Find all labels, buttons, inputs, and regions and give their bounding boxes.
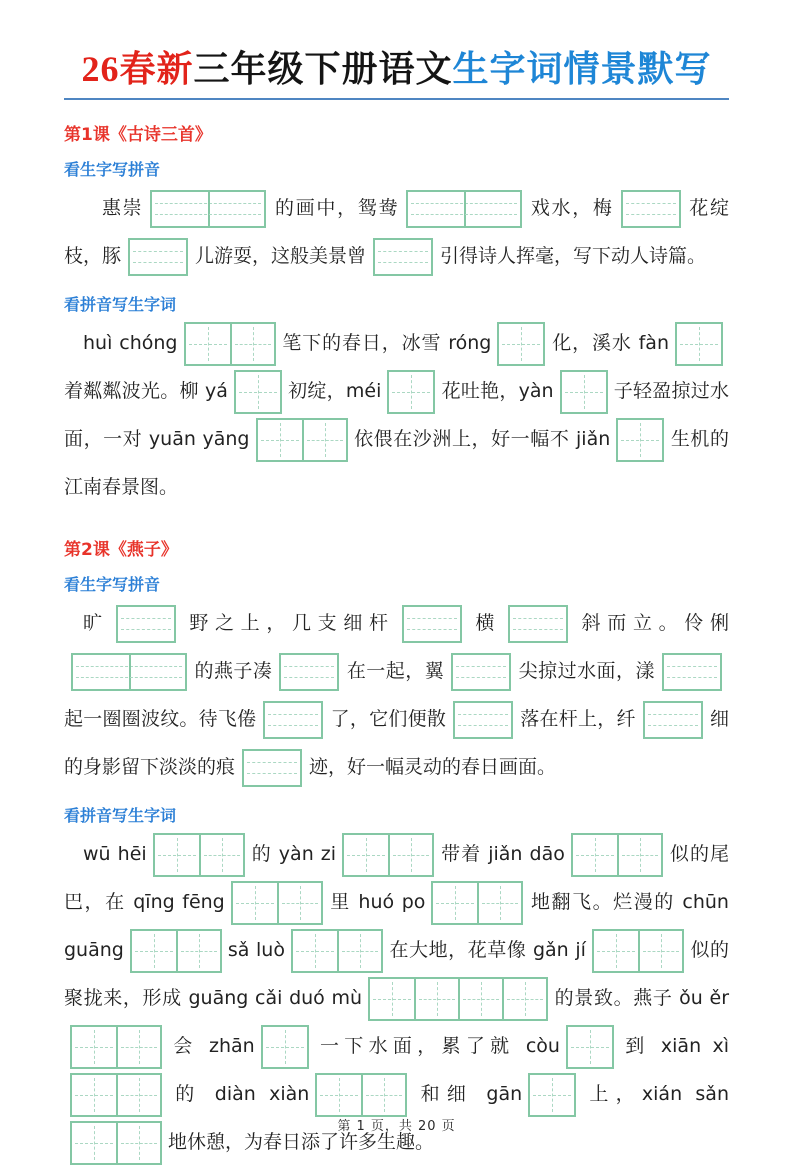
page-number: 第 1 页，共 20 页	[337, 1119, 456, 1134]
pinyin-answer-cell	[453, 655, 509, 689]
title-underline	[64, 98, 729, 100]
exercise-text: 到 xiān xì	[619, 1035, 729, 1058]
pinyin-answer-box	[402, 605, 462, 643]
pinyin-answer-cell	[404, 607, 460, 641]
hanzi-answer-cell	[344, 835, 388, 875]
pinyin-answer-box	[621, 190, 681, 228]
pinyin-answer-cell	[73, 655, 129, 689]
exercise-text: 旷	[83, 612, 109, 635]
pinyin-answer-box	[406, 190, 522, 228]
exercise-text: 的 diàn xiàn	[168, 1083, 310, 1106]
pinyin-answer-box	[116, 605, 176, 643]
exercise-text: 花绽枝，豚	[64, 197, 729, 268]
pinyin-answer-box	[662, 653, 722, 691]
hanzi-answer-cell	[116, 1027, 160, 1067]
exercise-text: 似的尾巴，在 qīng fēng	[64, 843, 729, 914]
hanzi-answer-box	[592, 929, 684, 973]
exercise-text: 地翻飞。烂漫的 chūn guāng	[64, 891, 729, 962]
pinyin-answer-cell	[129, 655, 185, 689]
exercise-text: 落在杆上，纤	[520, 708, 636, 731]
exercise-text: 起一圈圈波纹。待飞倦	[64, 708, 257, 731]
page-header	[64, 48, 729, 100]
lesson-2-block-1-label: 看生字写拼音	[64, 575, 161, 595]
exercise-text: 迹，好一幅灵动的春日画面。	[309, 756, 557, 779]
hanzi-answer-cell	[302, 420, 346, 460]
pinyin-answer-cell	[408, 192, 464, 226]
hanzi-answer-box	[368, 977, 548, 1021]
hanzi-answer-cell	[502, 979, 546, 1019]
pinyin-answer-cell	[623, 192, 679, 226]
hanzi-answer-box	[231, 881, 323, 925]
exercise-text: 儿游耍，这般美景曾	[195, 245, 367, 268]
hanzi-answer-cell	[499, 324, 543, 364]
exercise-text: 引得诗人挥毫，写下动人诗篇。	[440, 245, 707, 268]
exercise-text: 的景致。燕子 ǒu ěr	[554, 987, 730, 1010]
hanzi-answer-box	[261, 1025, 309, 1069]
hanzi-answer-box	[130, 929, 222, 973]
title-part-red: 26春新	[81, 49, 194, 89]
exercise-text: 依偎在沙洲上，好一幅不 jiǎn	[353, 428, 611, 451]
hanzi-answer-cell	[199, 835, 243, 875]
hanzi-answer-cell	[132, 931, 176, 971]
hanzi-answer-cell	[594, 931, 638, 971]
pinyin-answer-cell	[244, 751, 300, 785]
hanzi-answer-box	[70, 1073, 162, 1117]
hanzi-answer-cell	[388, 835, 432, 875]
hanzi-answer-cell	[317, 1075, 361, 1115]
title-part-blue: 生字词情景默写	[452, 49, 712, 89]
hanzi-answer-cell	[155, 835, 199, 875]
pinyin-answer-box	[451, 653, 511, 691]
hanzi-answer-box	[616, 418, 664, 462]
exercise-text: 在一起，翼	[346, 660, 445, 683]
exercise-text: 会 zhān	[168, 1035, 255, 1058]
hanzi-answer-box	[431, 881, 523, 925]
exercise-text: 在大地，花草像 gǎn jí	[388, 939, 586, 962]
lesson-2-pinyin-exercise	[64, 599, 729, 791]
hanzi-answer-cell	[263, 1027, 307, 1067]
pinyin-answer-cell	[664, 655, 720, 689]
pinyin-answer-box	[279, 653, 339, 691]
hanzi-answer-box	[291, 929, 383, 973]
hanzi-answer-cell	[458, 979, 502, 1019]
section-lesson-1	[64, 120, 729, 511]
exercise-text: 着粼粼波光。柳 yá	[64, 380, 228, 403]
exercise-text: 的燕子凑	[194, 660, 273, 683]
pinyin-answer-cell	[265, 703, 321, 737]
exercise-text: 尖掠过水面，漾	[518, 660, 655, 683]
pinyin-answer-cell	[118, 607, 174, 641]
pinyin-answer-box	[242, 749, 302, 787]
hanzi-answer-cell	[233, 883, 277, 923]
pinyin-answer-cell	[152, 192, 208, 226]
hanzi-answer-cell	[72, 1027, 116, 1067]
exercise-text: 细的身影留下淡淡的痕	[64, 708, 729, 779]
pinyin-answer-box	[508, 605, 568, 643]
exercise-text: 生机的江南春景图。	[64, 428, 729, 499]
pinyin-answer-box	[373, 238, 433, 276]
exercise-text: 地休憩，为春日添了许多生趣。	[168, 1131, 435, 1154]
hanzi-answer-box	[70, 1025, 162, 1069]
exercise-text: 野之上，几支细杆	[182, 612, 395, 635]
exercise-text: 上，xián sǎn	[582, 1083, 729, 1106]
hanzi-answer-box	[560, 370, 608, 414]
pinyin-answer-box	[263, 701, 323, 739]
pinyin-answer-cell	[645, 703, 701, 737]
exercise-text: 惠崇	[102, 197, 144, 220]
hanzi-answer-cell	[562, 372, 606, 412]
exercise-text: 一下水面，累了就 còu	[314, 1035, 560, 1058]
hanzi-answer-cell	[477, 883, 521, 923]
exercise-text: 带着 jiǎn dāo	[440, 843, 565, 866]
hanzi-answer-box	[315, 1073, 407, 1117]
exercise-text: wū hēi	[83, 843, 147, 866]
exercise-text: 笔下的春日，冰雪 róng	[281, 332, 492, 355]
hanzi-answer-box	[571, 833, 663, 877]
pinyin-answer-box	[128, 238, 188, 276]
section-lesson-2	[64, 535, 729, 1166]
exercise-text: 子轻盈掠过水面，一对 yuān yāng	[64, 380, 729, 451]
pinyin-answer-cell	[464, 192, 520, 226]
title-part-black: 三年级下册语文	[193, 49, 453, 89]
lesson-2-heading: 第2课《燕子》	[64, 540, 178, 561]
exercise-text: 化，溪水 fàn	[551, 332, 669, 355]
hanzi-answer-cell	[370, 979, 414, 1019]
hanzi-answer-cell	[568, 1027, 612, 1067]
exercise-text: 横	[468, 612, 501, 635]
hanzi-answer-box	[528, 1073, 576, 1117]
exercise-text: 的 yàn zi	[250, 843, 337, 866]
hanzi-answer-cell	[638, 931, 682, 971]
pinyin-answer-cell	[510, 607, 566, 641]
page-title	[64, 48, 729, 91]
exercise-text: 似的聚拢来，形成 guāng cǎi duó mù	[64, 939, 729, 1010]
lesson-1-block-2-label: 看拼音写生字词	[64, 295, 177, 315]
hanzi-answer-cell	[389, 372, 433, 412]
hanzi-answer-box	[566, 1025, 614, 1069]
lesson-1-heading: 第1课《古诗三首》	[64, 125, 212, 146]
hanzi-answer-box	[342, 833, 434, 877]
exercise-text: sǎ luò	[227, 939, 285, 962]
pinyin-answer-cell	[455, 703, 511, 737]
lesson-1-hanzi-exercise	[64, 319, 729, 511]
pinyin-answer-cell	[130, 240, 186, 274]
hanzi-answer-cell	[530, 1075, 574, 1115]
exercise-text: 戏水，梅	[529, 197, 614, 220]
lesson-1-block-1-label: 看生字写拼音	[64, 160, 161, 180]
hanzi-answer-box	[675, 322, 723, 366]
hanzi-answer-cell	[414, 979, 458, 1019]
lesson-1-pinyin-exercise	[64, 184, 729, 280]
hanzi-answer-cell	[186, 324, 230, 364]
hanzi-answer-cell	[677, 324, 721, 364]
hanzi-answer-cell	[618, 420, 662, 460]
hanzi-answer-box	[153, 833, 245, 877]
hanzi-answer-cell	[293, 931, 337, 971]
hanzi-answer-cell	[337, 931, 381, 971]
exercise-text: 和细 gān	[413, 1083, 523, 1106]
hanzi-answer-box	[497, 322, 545, 366]
worksheet-page	[0, 48, 793, 1170]
hanzi-answer-cell	[277, 883, 321, 923]
lesson-2-block-2-label: 看拼音写生字词	[64, 806, 177, 826]
exercise-text: 的画中，鸳鸯	[273, 197, 400, 220]
pinyin-answer-box	[71, 653, 187, 691]
pinyin-answer-cell	[208, 192, 264, 226]
exercise-text: 里 huó po	[328, 891, 426, 914]
page-footer	[0, 1115, 793, 1134]
hanzi-answer-cell	[617, 835, 661, 875]
hanzi-answer-box	[256, 418, 348, 462]
hanzi-answer-cell	[236, 372, 280, 412]
exercise-text: 初绽，méi	[287, 380, 382, 403]
pinyin-answer-box	[150, 190, 266, 228]
hanzi-answer-cell	[361, 1075, 405, 1115]
hanzi-answer-cell	[230, 324, 274, 364]
pinyin-answer-cell	[281, 655, 337, 689]
hanzi-answer-cell	[573, 835, 617, 875]
hanzi-answer-cell	[176, 931, 220, 971]
hanzi-answer-box	[234, 370, 282, 414]
hanzi-answer-cell	[258, 420, 302, 460]
exercise-text: 了，它们便散	[330, 708, 447, 731]
exercise-text: huì chóng	[83, 332, 178, 355]
pinyin-answer-cell	[375, 240, 431, 274]
pinyin-answer-box	[453, 701, 513, 739]
hanzi-answer-cell	[116, 1075, 160, 1115]
hanzi-answer-cell	[72, 1075, 116, 1115]
exercise-text: 斜而立。伶俐	[574, 612, 729, 635]
exercise-text: 花吐艳，yàn	[441, 380, 554, 403]
hanzi-answer-cell	[433, 883, 477, 923]
hanzi-answer-box	[184, 322, 276, 366]
pinyin-answer-box	[643, 701, 703, 739]
hanzi-answer-box	[387, 370, 435, 414]
